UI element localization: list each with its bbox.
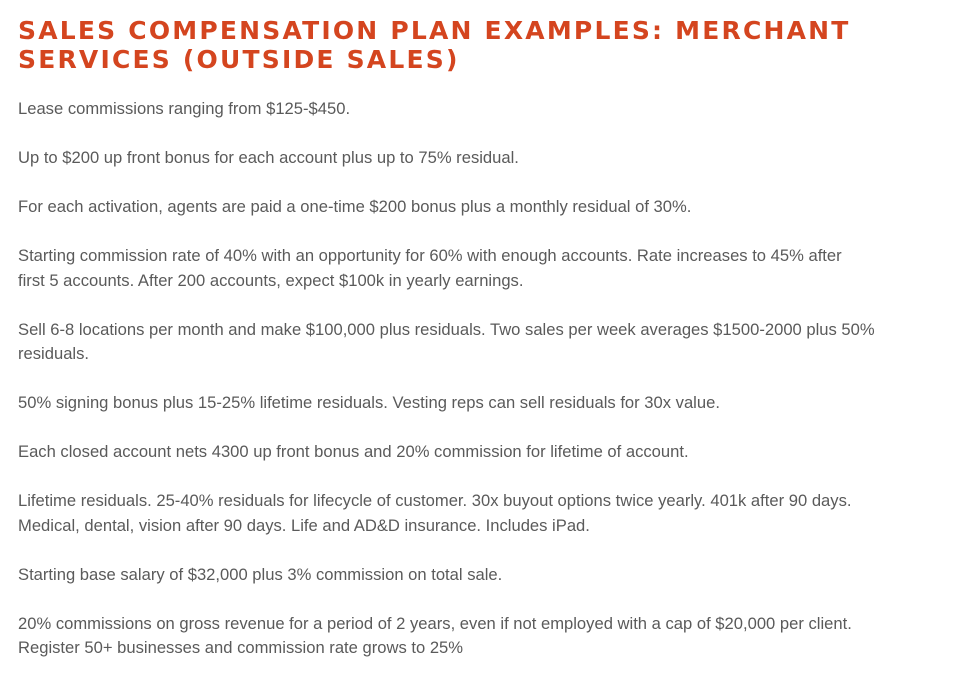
- paragraph-line: 50% signing bonus plus 15-25% lifetime residuals. Vesting reps can sell residuals for 30x value.: [18, 393, 720, 412]
- paragraph-line: Lifetime residuals. 25-40% residuals for lifecycle of customer. 30x buyout options twice yearly. 401k after 90 days.: [18, 491, 852, 510]
- plan-example-paragraph: [18, 612, 958, 661]
- plan-examples-list: [18, 97, 958, 661]
- paragraph-line: Medical, dental, vision after 90 days. Life and AD&D insurance. Includes iPad.: [18, 515, 590, 535]
- plan-example-paragraph: [18, 391, 958, 416]
- plan-example-paragraph: [18, 563, 958, 588]
- paragraph-line: Sell 6-8 locations per month and make $100,000 plus residuals. Two sales per week averages $1500-2000 plus 50%: [18, 319, 875, 339]
- paragraph-line: For each activation, agents are paid a one-time $200 bonus plus a monthly residual of 30%.: [18, 197, 692, 216]
- plan-example-paragraph: [18, 440, 958, 465]
- plan-example-paragraph: [18, 97, 958, 122]
- paragraph-line: Register 50+ businesses and commission rate grows to 25%: [18, 638, 464, 657]
- paragraph-line: Each closed account nets 4300 up front bonus and 20% commission for lifetime of account.: [18, 442, 689, 461]
- paragraph-line: residuals.: [18, 344, 90, 363]
- paragraph-line: Starting base salary of $32,000 plus 3% commission on total sale.: [18, 564, 503, 584]
- plan-example-paragraph: [18, 146, 958, 171]
- paragraph-line: Lease commissions ranging from $125-$450.: [18, 99, 351, 118]
- plan-example-paragraph: [18, 318, 958, 367]
- paragraph-line: Starting commission rate of 40% with an opportunity for 60% with enough accounts. Rate increases to 45% after: [18, 246, 842, 265]
- page-title: [18, 16, 958, 74]
- plan-example-paragraph: [18, 489, 958, 538]
- article: [18, 16, 958, 685]
- plan-example-paragraph: [18, 244, 958, 293]
- title-line: SALES COMPENSATION PLAN EXAMPLES: MERCHANT: [18, 16, 851, 45]
- paragraph-line: 20% commissions on gross revenue for a period of 2 years, even if not employed with a cap of $20,000 per client.: [18, 613, 852, 633]
- title-line: SERVICES (OUTSIDE SALES): [18, 45, 460, 74]
- paragraph-line: first 5 accounts. After 200 accounts, expect $100k in yearly earnings.: [18, 270, 524, 290]
- paragraph-line: Up to $200 up front bonus for each account plus up to 75% residual.: [18, 148, 519, 167]
- plan-example-paragraph: [18, 195, 958, 220]
